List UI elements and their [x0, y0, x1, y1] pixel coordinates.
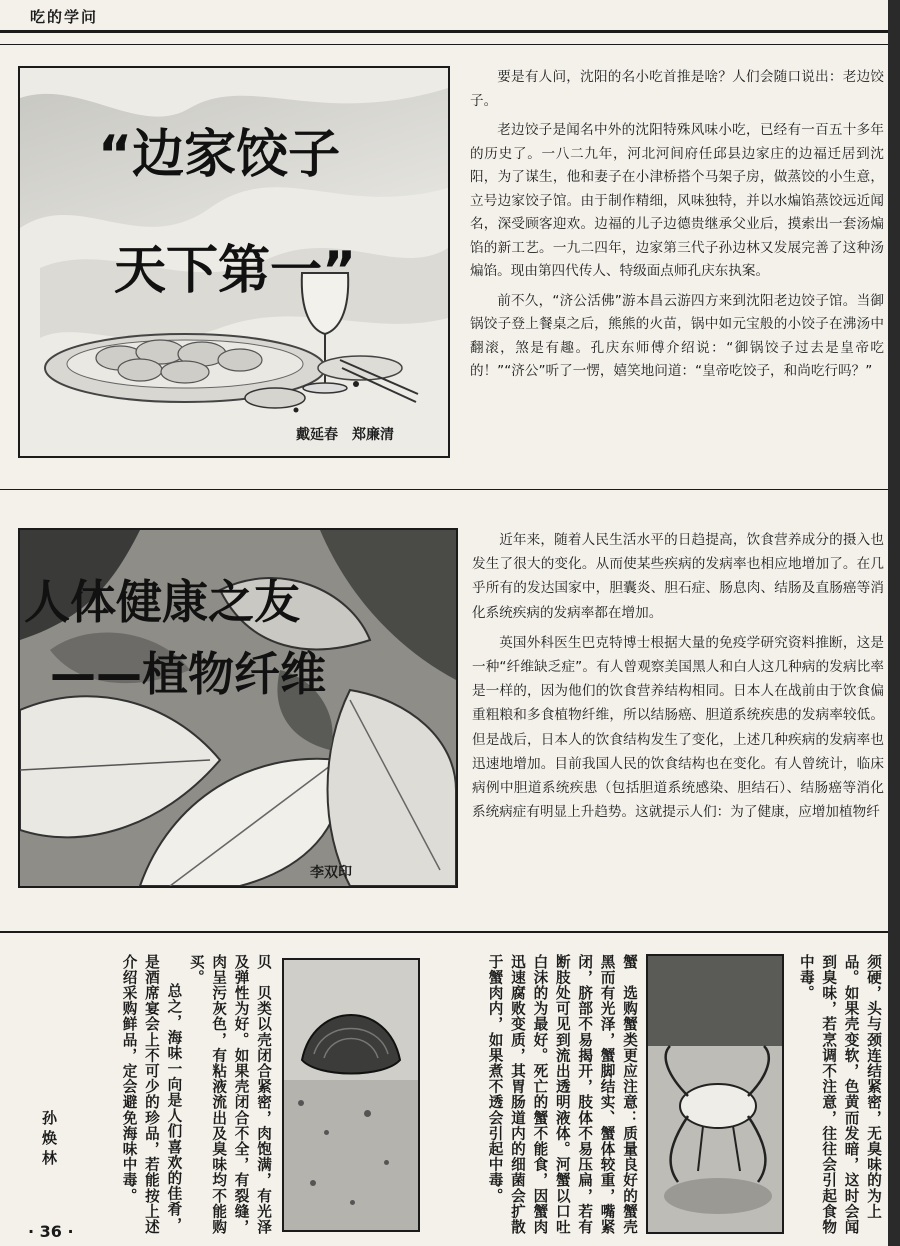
article2-paragraph: 英国外科医生巴克特博士根据大量的免疫学研究资料推断，这是一种“纤维缺乏症”。有人曾观察美国黑人和白人这几种病的发病比率是一样的，因为他们的饮食营养结构相同。日本人在战前由于饮食偏重粗粮和多食植物纤维，所以结肠癌、胆道系统疾患的发病率较低。但是战后，日本人的饮食结构发生了变化，上述几种疾病的发病率也迅速地增加。目前我国人民的饮食结构也在变化。有人曾统计，临床病例中胆道系统疾患（包括胆道系统感染、胆结石）、结肠癌等消化系统病症有明显上升趋势。这就提示人们：为了健康，应增加植物纤 — [472, 634, 884, 821]
crab-paragraph: 蟹 选购蟹类更应注意：质量良好的蟹壳黑而有光泽，蟹脚结实、蟹体较重，嘴紧闭，脐部不易揭开，肢体不易压扁，若有断肢处可见到流出透明液体。河蟹以口吐白沫的为最好。死亡的蟹不能食，因蟹肉迅速腐败变质，其胃肠道内的细菌会扩散于蟹肉内，如果煮不透会引起中毒。 — [486, 954, 638, 1235]
header-rule-thick — [0, 30, 900, 33]
section-divider — [0, 489, 888, 490]
header-edge-bar — [888, 0, 900, 1246]
shell-paragraph: 贝 贝类以壳闭合紧密，肉饱满，有光泽及弹性为好。如果壳闭合不全，有裂缝，肉呈污灰色，有粘液流出及臭味均不能购买。 — [187, 954, 272, 1235]
article2-paragraph: 近年来，随着人民生活水平的日趋提高，饮食营养成分的摄入也发生了很大的变化。从而使某些疾病的发病率也相应地增加了。在几乎所有的发达国家中，胆囊炎、胆石症、肠息肉、结肠及直肠癌等消化系统疾病的发病率都在增加。 — [472, 532, 884, 621]
article1-paragraph: 老边饺子是闻名中外的沈阳特殊风味小吃，已经有一百五十多年的历史了。一八二九年，河北河间府任邱县边家庄的边福迁居到沈阳，为了谋生，他和妻子在小津桥搭个马架子房，做蒸饺的小生意，立号边家饺子馆。由于制作精细，风味独特，并以水煸馅蒸饺远近闻名，深受顾客迎欢。边福的儿子边德贵继承父业后，摸索出一套汤煸馅的新工艺。一九二四年，边家第三代子孙边林又发展完善了这种汤煸馅。现由第四代传人、特级面点师孔庆东执案。 — [470, 122, 884, 279]
article1-body — [470, 66, 884, 390]
crab-text: 须硬，头与颈连结紧密，无臭味的为上品。如果壳变软，色黄而发暗，这时会闻到臭味，若烹调不注意，往往会引起食物中毒。 — [797, 954, 882, 1235]
article2-body — [472, 528, 884, 830]
shell-text — [98, 954, 274, 1236]
crab-text-continued — [794, 954, 884, 1236]
article2-illustration — [18, 528, 458, 888]
crab-drawing — [648, 956, 782, 1232]
article2-illustrator: 李双印 — [310, 865, 352, 881]
summary-paragraph: 总之，海味一向是人们喜欢的佳肴，是酒席宴会上不可少的珍品，若能按上述介绍采购鲜品，定会避免海味中毒。 — [120, 954, 183, 1235]
clam-drawing — [284, 960, 418, 1230]
article1-title-line1: “边家饺子 — [98, 125, 341, 185]
article1-illustration — [18, 66, 450, 458]
article2-title-line1: 人体健康之友 — [24, 575, 300, 629]
page-number: · 36 · — [28, 1222, 74, 1241]
article1-title-line2: 天下第一” — [114, 241, 357, 301]
crab-illustration — [646, 954, 784, 1234]
article2-title-line2: ——植物纤维 — [50, 647, 326, 701]
article3-author: 孙焕林 — [42, 1109, 58, 1167]
article1-illustrators: 戴延春 郑廉清 — [296, 427, 394, 443]
clam-illustration — [282, 958, 420, 1232]
crab-main-text — [444, 954, 640, 1236]
article1-paragraph: 要是有人问，沈阳的名小吃首推是啥？人们会随口说出：老边饺子。 — [470, 69, 884, 109]
article1-paragraph: 前不久，“济公活佛”游本昌云游四方来到沈阳老边饺子馆。当御锅饺子登上餐桌之后，熊熊的火苗，锅中如元宝般的小饺子在沸汤中翻滚，煞是有趣。孔庆东师傅介绍说：“御锅饺子过去是皇帝吃的！”“济公”听了一愣，嬉笑地问道：“皇帝吃饺子，和尚吃行吗？” — [470, 292, 884, 379]
header-rule-thin — [0, 44, 900, 45]
section-title: 吃的学问 — [30, 8, 99, 26]
section-divider — [0, 931, 888, 933]
